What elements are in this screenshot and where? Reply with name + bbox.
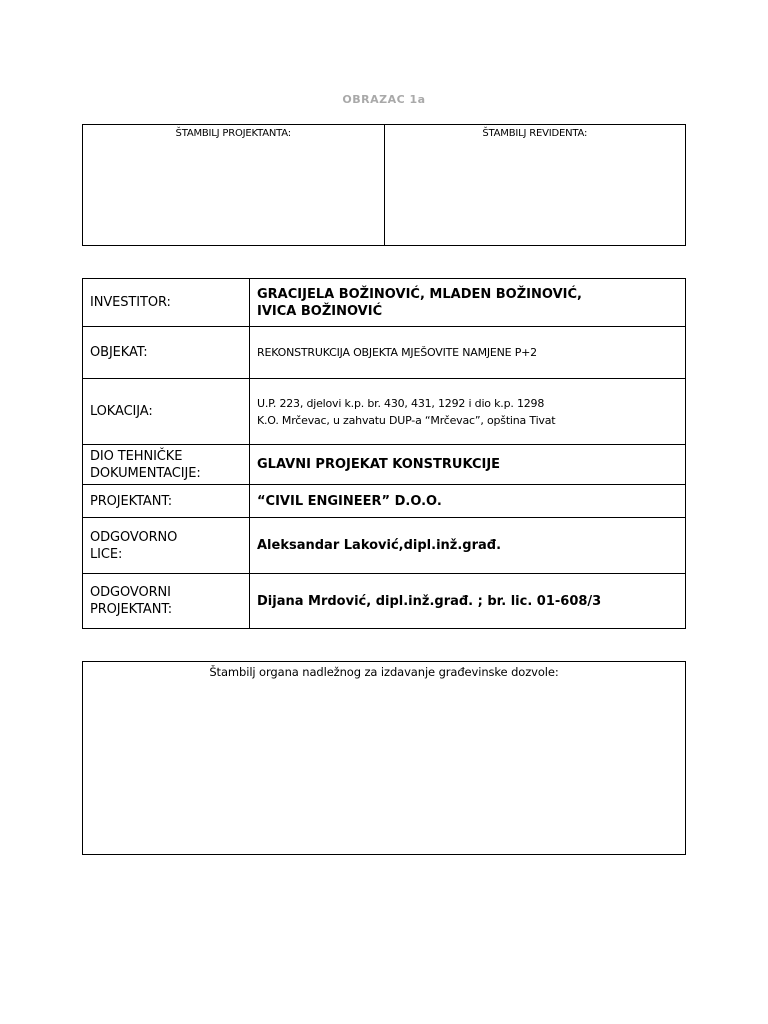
responsible-designer-label-line2: PROJEKTANT: [90,602,173,617]
responsible-person-label [83,518,250,574]
documentation-label-line1: DIO TEHNIČKE [90,448,183,464]
location-value-line1: U.P. 223, djelovi k.p. br. 430, 431, 1292 i dio k.p. 1298 [257,396,545,410]
designer-stamp-box [83,125,385,245]
responsible-person-label-line1: ODGOVORNO [90,529,178,545]
investor-value-line2: IVICA BOŽINOVIĆ [257,303,383,319]
row-designer [83,485,686,518]
responsible-designer-label [83,574,250,629]
location-value [250,379,686,445]
responsible-designer-label-line1: ODGOVORNI [90,585,171,600]
location-value-line2: K.O. Mrčevac, u zahvatu DUP-a “Mrčevac”, opština Tivat [257,413,556,427]
documentation-value: GLAVNI PROJEKAT KONSTRUKCIJE [250,445,686,485]
documentation-label [83,445,250,485]
authority-stamp-label: Štambilj organa nadležnog za izdavanje građevinske dozvole: [209,665,559,679]
row-documentation [83,445,686,485]
stamps-table [82,124,686,246]
designer-stamp-label: ŠTAMBILJ PROJEKTANTA: [175,128,291,139]
project-info-table [82,278,686,629]
investor-value-line1: GRACIJELA BOŽINOVIĆ, MLADEN BOŽINOVIĆ, [257,286,582,302]
row-location [83,379,686,445]
authority-stamp-box [82,661,686,855]
investor-label: INVESTITOR: [83,279,250,327]
form-title: OBRAZAC 1a [342,93,426,106]
row-responsible-designer [83,574,686,629]
row-investor [83,279,686,327]
object-label: OBJEKAT: [83,327,250,379]
responsible-designer-value: Dijana Mrdović, dipl.inž.građ. ; br. lic. 01-608/3 [250,574,686,629]
designer-label: PROJEKTANT: [83,485,250,518]
reviewer-stamp-label: ŠTAMBILJ REVIDENTA: [482,128,588,139]
documentation-label-line2: DOKUMENTACIJE: [90,465,201,481]
responsible-person-label-line2: LICE: [90,546,123,562]
row-responsible-person [83,518,686,574]
location-label: LOKACIJA: [83,379,250,445]
responsible-person-value: Aleksandar Laković,dipl.inž.građ. [250,518,686,574]
reviewer-stamp-box [385,125,686,245]
investor-value [250,279,686,327]
designer-value: “CIVIL ENGINEER” D.O.O. [250,485,686,518]
row-object [83,327,686,379]
object-value: REKONSTRUKCIJA OBJEKTA MJEŠOVITE NAMJENE P+2 [250,327,686,379]
